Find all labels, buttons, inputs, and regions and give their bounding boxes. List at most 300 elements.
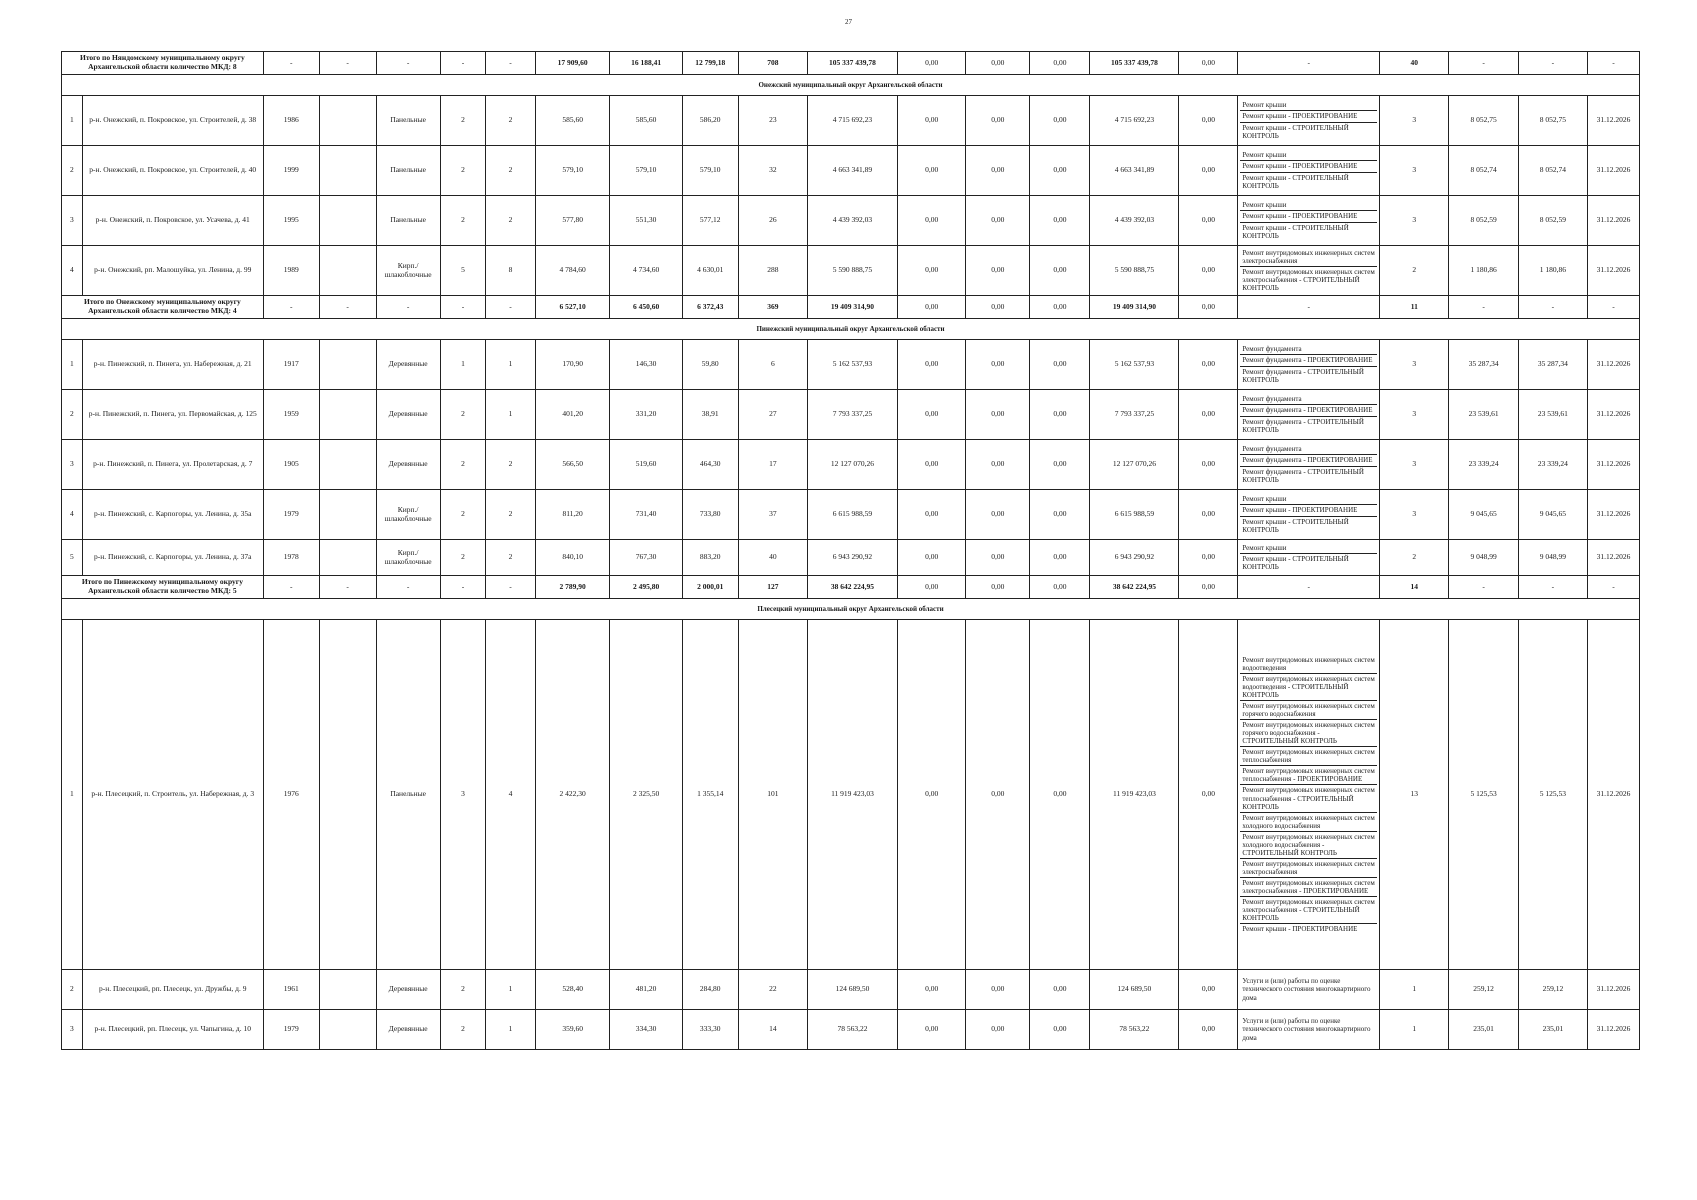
fund-other: 0,00 xyxy=(1179,540,1238,576)
floors-count: 2 xyxy=(440,440,486,490)
fund-regional: 0,00 xyxy=(966,390,1030,440)
work-item xyxy=(1240,924,1377,934)
row-number: 1 xyxy=(62,620,83,970)
total-cell: 19 409 314,90 xyxy=(807,296,897,319)
floors-count: 2 xyxy=(440,970,486,1010)
wall-material: Кирп./ шлакоблочные xyxy=(376,246,440,296)
build-year: 1976 xyxy=(263,620,319,970)
row-number: 3 xyxy=(62,440,83,490)
fund-owners: 78 563,22 xyxy=(1090,1010,1179,1050)
works-list-cell xyxy=(1238,390,1380,440)
district-total-label: Итого по Няндомскому муниципальному округу Архангельской области количество МКД: 8 xyxy=(62,52,264,75)
fund-regional: 0,00 xyxy=(966,970,1030,1010)
area-rooms: 519,60 xyxy=(610,440,682,490)
total-cell: 0,00 xyxy=(966,576,1030,599)
district-total-row xyxy=(62,52,1640,75)
work-item xyxy=(1240,123,1377,141)
fund-owners: 6 943 290,92 xyxy=(1090,540,1179,576)
total-cell: 6 450,60 xyxy=(610,296,682,319)
works-list xyxy=(1240,394,1377,434)
fund-local: 0,00 xyxy=(1030,96,1090,146)
works-list xyxy=(1240,344,1377,384)
build-year: 1979 xyxy=(263,1010,319,1050)
work-count: 3 xyxy=(1380,196,1449,246)
blank-cell xyxy=(319,490,376,540)
work-item-text: Ремонт внутридомовых инженерных систем холодного водоснабжения xyxy=(1242,813,1375,830)
house-row xyxy=(62,246,1640,296)
total-cell: - xyxy=(486,296,536,319)
works-list xyxy=(1240,543,1377,572)
total-cell: - xyxy=(1449,52,1518,75)
work-count: 13 xyxy=(1380,620,1449,970)
work-item-text: Ремонт фундамента - СТРОИТЕЛЬНЫЙ КОНТРОЛЬ xyxy=(1242,367,1364,384)
fund-federal: 0,00 xyxy=(898,1010,966,1050)
fund-regional: 0,00 xyxy=(966,196,1030,246)
work-item-text: Ремонт крыши - ПРОЕКТИРОВАНИЕ xyxy=(1242,925,1358,934)
row-number: 2 xyxy=(62,390,83,440)
build-year: 1989 xyxy=(263,246,319,296)
works-list xyxy=(1240,976,1377,1002)
blank-cell xyxy=(319,540,376,576)
area-total: 2 422,30 xyxy=(535,620,610,970)
fund-local: 0,00 xyxy=(1030,620,1090,970)
total-cell: 38 642 224,95 xyxy=(1090,576,1179,599)
work-item xyxy=(1240,173,1377,191)
total-cell: 105 337 439,78 xyxy=(1090,52,1179,75)
unit-cost: 35 287,34 xyxy=(1449,340,1518,390)
district-section-header xyxy=(62,75,1640,96)
house-row xyxy=(62,620,1640,970)
area-rooms: 579,10 xyxy=(610,146,682,196)
total-cell: 2 495,80 xyxy=(610,576,682,599)
total-cell: - xyxy=(376,576,440,599)
work-item xyxy=(1240,367,1377,385)
area-rooms: 331,20 xyxy=(610,390,682,440)
blank-cell xyxy=(319,620,376,970)
entrances-count: 2 xyxy=(486,196,536,246)
work-item-text: Ремонт фундамента - СТРОИТЕЛЬНЫЙ КОНТРОЛЬ xyxy=(1242,417,1364,434)
district-total-label: Итого по Онежскому муниципальному округу Архангельской области количество МКД: 4 xyxy=(62,296,264,319)
area-rooms: 585,60 xyxy=(610,96,682,146)
work-item xyxy=(1240,417,1377,435)
work-item-text: Ремонт фундамента xyxy=(1242,345,1302,354)
total-cell: 40 xyxy=(1380,52,1449,75)
area-living: 1 355,14 xyxy=(682,620,738,970)
area-total: 401,20 xyxy=(535,390,610,440)
fund-federal: 0,00 xyxy=(898,440,966,490)
fund-local: 0,00 xyxy=(1030,196,1090,246)
max-unit-cost: 35 287,34 xyxy=(1518,340,1587,390)
area-living: 284,80 xyxy=(682,970,738,1010)
total-cell: 6 527,10 xyxy=(535,296,610,319)
works-list xyxy=(1240,150,1377,190)
max-unit-cost: 259,12 xyxy=(1518,970,1587,1010)
build-year: 1959 xyxy=(263,390,319,440)
total-cell: 14 xyxy=(1380,576,1449,599)
total-cell: - xyxy=(376,296,440,319)
unit-cost: 23 539,61 xyxy=(1449,390,1518,440)
cost-total: 124 689,50 xyxy=(807,970,897,1010)
fund-other: 0,00 xyxy=(1179,970,1238,1010)
row-number: 4 xyxy=(62,246,83,296)
house-row xyxy=(62,1010,1640,1050)
work-item xyxy=(1240,785,1377,812)
fund-owners: 4 439 392,03 xyxy=(1090,196,1179,246)
area-total: 359,60 xyxy=(535,1010,610,1050)
area-living: 38,91 xyxy=(682,390,738,440)
work-item xyxy=(1240,200,1377,211)
fund-federal: 0,00 xyxy=(898,490,966,540)
unit-cost: 9 045,65 xyxy=(1449,490,1518,540)
house-row xyxy=(62,96,1640,146)
work-item-text: Ремонт внутридомовых инженерных систем водоотведения - СТРОИТЕЛЬНЫЙ КОНТРОЛЬ xyxy=(1242,674,1375,699)
district-total-row xyxy=(62,296,1640,319)
house-row xyxy=(62,340,1640,390)
total-cell: 0,00 xyxy=(966,52,1030,75)
works-list-cell xyxy=(1238,440,1380,490)
area-living: 579,10 xyxy=(682,146,738,196)
work-item xyxy=(1240,223,1377,241)
total-cell: 19 409 314,90 xyxy=(1090,296,1179,319)
total-cell: 6 372,43 xyxy=(682,296,738,319)
area-total: 566,50 xyxy=(535,440,610,490)
work-item xyxy=(1240,976,1377,1002)
work-item xyxy=(1240,344,1377,355)
area-rooms: 4 734,60 xyxy=(610,246,682,296)
row-number: 5 xyxy=(62,540,83,576)
total-cell: 0,00 xyxy=(1030,576,1090,599)
fund-federal: 0,00 xyxy=(898,970,966,1010)
total-cell: - xyxy=(319,52,376,75)
cost-total: 12 127 070,26 xyxy=(807,440,897,490)
area-total: 579,10 xyxy=(535,146,610,196)
fund-regional: 0,00 xyxy=(966,146,1030,196)
fund-owners: 11 919 423,03 xyxy=(1090,620,1179,970)
wall-material: Деревянные xyxy=(376,390,440,440)
total-cell: - xyxy=(1518,576,1587,599)
floors-count: 5 xyxy=(440,246,486,296)
fund-other: 0,00 xyxy=(1179,390,1238,440)
total-cell: 11 xyxy=(1380,296,1449,319)
works-list-cell xyxy=(1238,146,1380,196)
total-cell: 0,00 xyxy=(966,296,1030,319)
work-item xyxy=(1240,859,1377,878)
deadline-date: 31.12.2026 xyxy=(1588,96,1640,146)
entrances-count: 2 xyxy=(486,490,536,540)
deadline-date: 31.12.2026 xyxy=(1588,390,1640,440)
total-cell: 127 xyxy=(738,576,807,599)
entrances-count: 2 xyxy=(486,146,536,196)
max-unit-cost: 1 180,86 xyxy=(1518,246,1587,296)
work-item-text: Ремонт фундамента - ПРОЕКТИРОВАНИЕ xyxy=(1242,356,1373,365)
cost-total: 4 715 692,23 xyxy=(807,96,897,146)
area-living: 4 630,01 xyxy=(682,246,738,296)
area-total: 528,40 xyxy=(535,970,610,1010)
work-item xyxy=(1240,766,1377,785)
house-address: р-н. Плесецкий, рп. Плесецк, ул. Чапыгина, д. 10 xyxy=(82,1010,263,1050)
residents-count: 101 xyxy=(738,620,807,970)
work-item-text: Ремонт крыши - ПРОЕКТИРОВАНИЕ xyxy=(1242,162,1358,171)
total-cell: 369 xyxy=(738,296,807,319)
house-address: р-н. Пинежский, п. Пинега, ул. Набережная, д. 21 xyxy=(82,340,263,390)
house-address: р-н. Онежский, рп. Малошуйка, ул. Ленина, д. 99 xyxy=(82,246,263,296)
floors-count: 2 xyxy=(440,196,486,246)
work-item-text: Ремонт внутридомовых инженерных систем теплоснабжения xyxy=(1242,748,1375,765)
work-item xyxy=(1240,505,1377,516)
work-item xyxy=(1240,517,1377,535)
fund-regional: 0,00 xyxy=(966,540,1030,576)
work-count: 3 xyxy=(1380,340,1449,390)
area-total: 585,60 xyxy=(535,96,610,146)
total-cell: 0,00 xyxy=(898,576,966,599)
work-item-text: Ремонт крыши xyxy=(1242,543,1287,552)
total-cell: 2 000,01 xyxy=(682,576,738,599)
works-list-cell xyxy=(1238,970,1380,1010)
work-item-text: Ремонт внутридомовых инженерных систем теплоснабжения - ПРОЕКТИРОВАНИЕ xyxy=(1242,767,1375,784)
entrances-count: 1 xyxy=(486,340,536,390)
fund-regional: 0,00 xyxy=(966,490,1030,540)
residents-count: 32 xyxy=(738,146,807,196)
total-cell: 105 337 439,78 xyxy=(807,52,897,75)
fund-other: 0,00 xyxy=(1179,96,1238,146)
blank-cell xyxy=(319,440,376,490)
works-list xyxy=(1240,100,1377,140)
total-cell: - xyxy=(1449,576,1518,599)
row-number: 2 xyxy=(62,970,83,1010)
entrances-count: 2 xyxy=(486,96,536,146)
work-item-text: Ремонт внутридомовых инженерных систем электроснабжения xyxy=(1242,859,1375,876)
unit-cost: 259,12 xyxy=(1449,970,1518,1010)
row-number: 3 xyxy=(62,1010,83,1050)
blank-cell xyxy=(319,96,376,146)
house-row xyxy=(62,490,1640,540)
work-item-text: Ремонт внутридомовых инженерных систем электроснабжения - СТРОИТЕЛЬНЫЙ КОНТРОЛЬ xyxy=(1242,898,1375,923)
total-cell: 708 xyxy=(738,52,807,75)
area-rooms: 731,40 xyxy=(610,490,682,540)
area-rooms: 146,30 xyxy=(610,340,682,390)
total-cell: - xyxy=(263,52,319,75)
fund-local: 0,00 xyxy=(1030,490,1090,540)
floors-count: 2 xyxy=(440,146,486,196)
residents-count: 26 xyxy=(738,196,807,246)
total-cell: - xyxy=(319,576,376,599)
work-count: 3 xyxy=(1380,490,1449,540)
work-item xyxy=(1240,494,1377,505)
fund-owners: 4 663 341,89 xyxy=(1090,146,1179,196)
work-item xyxy=(1240,543,1377,554)
total-cell: 2 789,90 xyxy=(535,576,610,599)
work-item-text: Ремонт крыши - СТРОИТЕЛЬНЫЙ КОНТРОЛЬ xyxy=(1242,517,1349,534)
district-total-row xyxy=(62,576,1640,599)
work-item xyxy=(1240,1016,1377,1042)
cost-total: 5 162 537,93 xyxy=(807,340,897,390)
wall-material: Деревянные xyxy=(376,440,440,490)
blank-cell xyxy=(319,1010,376,1050)
fund-other: 0,00 xyxy=(1179,146,1238,196)
work-item-text: Ремонт внутридомовых инженерных систем электроснабжения xyxy=(1242,248,1375,265)
fund-regional: 0,00 xyxy=(966,1010,1030,1050)
deadline-date: 31.12.2026 xyxy=(1588,440,1640,490)
work-item xyxy=(1240,444,1377,455)
work-item-text: Ремонт крыши xyxy=(1242,201,1287,210)
works-list-cell xyxy=(1238,246,1380,296)
works-list-cell xyxy=(1238,340,1380,390)
total-cell: - xyxy=(440,296,486,319)
cost-total: 6 615 988,59 xyxy=(807,490,897,540)
floors-count: 2 xyxy=(440,540,486,576)
residents-count: 14 xyxy=(738,1010,807,1050)
total-cell: 0,00 xyxy=(1179,52,1238,75)
work-item xyxy=(1240,813,1377,832)
house-address: р-н. Плесецкий, рп. Плесецк, ул. Дружбы, д. 9 xyxy=(82,970,263,1010)
floors-count: 2 xyxy=(440,1010,486,1050)
max-unit-cost: 5 125,53 xyxy=(1518,620,1587,970)
total-cell: 12 799,18 xyxy=(682,52,738,75)
house-address: р-н. Пинежский, п. Пинега, ул. Первомайская, д. 125 xyxy=(82,390,263,440)
house-row xyxy=(62,146,1640,196)
fund-other: 0,00 xyxy=(1179,1010,1238,1050)
wall-material: Панельные xyxy=(376,146,440,196)
entrances-count: 2 xyxy=(486,540,536,576)
fund-federal: 0,00 xyxy=(898,146,966,196)
total-cell: - xyxy=(319,296,376,319)
work-count: 3 xyxy=(1380,440,1449,490)
total-cell: - xyxy=(1238,296,1380,319)
house-row xyxy=(62,196,1640,246)
blank-cell xyxy=(319,390,376,440)
floors-count: 2 xyxy=(440,390,486,440)
district-section-header xyxy=(62,599,1640,620)
entrances-count: 1 xyxy=(486,390,536,440)
residents-count: 17 xyxy=(738,440,807,490)
build-year: 1999 xyxy=(263,146,319,196)
fund-regional: 0,00 xyxy=(966,440,1030,490)
blank-cell xyxy=(319,970,376,1010)
build-year: 1979 xyxy=(263,490,319,540)
work-count: 3 xyxy=(1380,96,1449,146)
fund-local: 0,00 xyxy=(1030,970,1090,1010)
fund-other: 0,00 xyxy=(1179,490,1238,540)
fund-local: 0,00 xyxy=(1030,246,1090,296)
wall-material: Деревянные xyxy=(376,340,440,390)
wall-material: Кирп./ шлакоблочные xyxy=(376,490,440,540)
work-item-text: Ремонт крыши - ПРОЕКТИРОВАНИЕ xyxy=(1242,212,1358,221)
area-total: 4 784,60 xyxy=(535,246,610,296)
unit-cost: 235,01 xyxy=(1449,1010,1518,1050)
area-total: 811,20 xyxy=(535,490,610,540)
entrances-count: 8 xyxy=(486,246,536,296)
row-number: 1 xyxy=(62,340,83,390)
fund-other: 0,00 xyxy=(1179,340,1238,390)
total-cell: 0,00 xyxy=(1030,52,1090,75)
cost-total: 4 439 392,03 xyxy=(807,196,897,246)
max-unit-cost: 23 339,24 xyxy=(1518,440,1587,490)
residents-count: 40 xyxy=(738,540,807,576)
row-number: 1 xyxy=(62,96,83,146)
work-item-text: Ремонт фундамента - ПРОЕКТИРОВАНИЕ xyxy=(1242,456,1373,465)
residents-count: 23 xyxy=(738,96,807,146)
work-item-text: Услуги и (или) работы по оценке технического состояния многоквартирного дома xyxy=(1242,1017,1371,1042)
deadline-date: 31.12.2026 xyxy=(1588,146,1640,196)
work-item-text: Ремонт внутридомовых инженерных систем горячего водоснабжения - СТРОИТЕЛЬНЫЙ КОНТРОЛЬ xyxy=(1242,721,1375,746)
total-cell: - xyxy=(1518,296,1587,319)
work-item xyxy=(1240,554,1377,572)
work-item xyxy=(1240,897,1377,924)
fund-other: 0,00 xyxy=(1179,440,1238,490)
total-cell: - xyxy=(1449,296,1518,319)
area-living: 59,80 xyxy=(682,340,738,390)
work-item xyxy=(1240,267,1377,293)
house-address: р-н. Пинежский, с. Карпогоры, ул. Ленина, д. 35а xyxy=(82,490,263,540)
fund-regional: 0,00 xyxy=(966,96,1030,146)
deadline-date: 31.12.2026 xyxy=(1588,490,1640,540)
house-row xyxy=(62,970,1640,1010)
row-number: 3 xyxy=(62,196,83,246)
max-unit-cost: 8 052,59 xyxy=(1518,196,1587,246)
work-count: 1 xyxy=(1380,970,1449,1010)
works-list-cell xyxy=(1238,490,1380,540)
work-item xyxy=(1240,100,1377,111)
fund-regional: 0,00 xyxy=(966,340,1030,390)
work-item xyxy=(1240,405,1377,416)
work-count: 3 xyxy=(1380,390,1449,440)
fund-owners: 12 127 070,26 xyxy=(1090,440,1179,490)
wall-material: Панельные xyxy=(376,620,440,970)
work-item-text: Ремонт крыши xyxy=(1242,495,1287,504)
total-cell: - xyxy=(440,576,486,599)
fund-local: 0,00 xyxy=(1030,540,1090,576)
work-item-text: Ремонт крыши - СТРОИТЕЛЬНЫЙ КОНТРОЛЬ xyxy=(1242,223,1349,240)
house-address: р-н. Онежский, п. Покровское, ул. Усачева, д. 41 xyxy=(82,196,263,246)
residents-count: 22 xyxy=(738,970,807,1010)
district-title: Онежский муниципальный округ Архангельской области xyxy=(62,75,1640,96)
work-item xyxy=(1240,674,1377,701)
works-list xyxy=(1240,200,1377,240)
works-list-cell xyxy=(1238,620,1380,970)
work-count: 2 xyxy=(1380,540,1449,576)
work-item-text: Ремонт внутридомовых инженерных систем горячего водоснабжения xyxy=(1242,702,1375,719)
work-item xyxy=(1240,701,1377,720)
works-list-cell xyxy=(1238,540,1380,576)
deadline-date: 31.12.2026 xyxy=(1588,970,1640,1010)
total-cell: 16 188,41 xyxy=(610,52,682,75)
work-item-text: Ремонт внутридомовых инженерных систем водоотведения xyxy=(1242,655,1375,672)
fund-local: 0,00 xyxy=(1030,1010,1090,1050)
fund-local: 0,00 xyxy=(1030,440,1090,490)
max-unit-cost: 8 052,75 xyxy=(1518,96,1587,146)
max-unit-cost: 9 045,65 xyxy=(1518,490,1587,540)
total-cell: 0,00 xyxy=(898,296,966,319)
works-list-cell xyxy=(1238,196,1380,246)
cost-total: 78 563,22 xyxy=(807,1010,897,1050)
area-living: 577,12 xyxy=(682,196,738,246)
fund-regional: 0,00 xyxy=(966,246,1030,296)
blank-cell xyxy=(319,196,376,246)
fund-owners: 5 590 888,75 xyxy=(1090,246,1179,296)
unit-cost: 8 052,59 xyxy=(1449,196,1518,246)
deadline-date: 31.12.2026 xyxy=(1588,1010,1640,1050)
fund-local: 0,00 xyxy=(1030,340,1090,390)
work-item xyxy=(1240,161,1377,172)
work-item-text: Ремонт внутридомовых инженерных систем электроснабжения - ПРОЕКТИРОВАНИЕ xyxy=(1242,878,1375,895)
total-cell: - xyxy=(263,576,319,599)
house-row xyxy=(62,440,1640,490)
area-living: 464,30 xyxy=(682,440,738,490)
total-cell: - xyxy=(1238,52,1380,75)
unit-cost: 9 048,99 xyxy=(1449,540,1518,576)
residents-count: 27 xyxy=(738,390,807,440)
fund-federal: 0,00 xyxy=(898,540,966,576)
